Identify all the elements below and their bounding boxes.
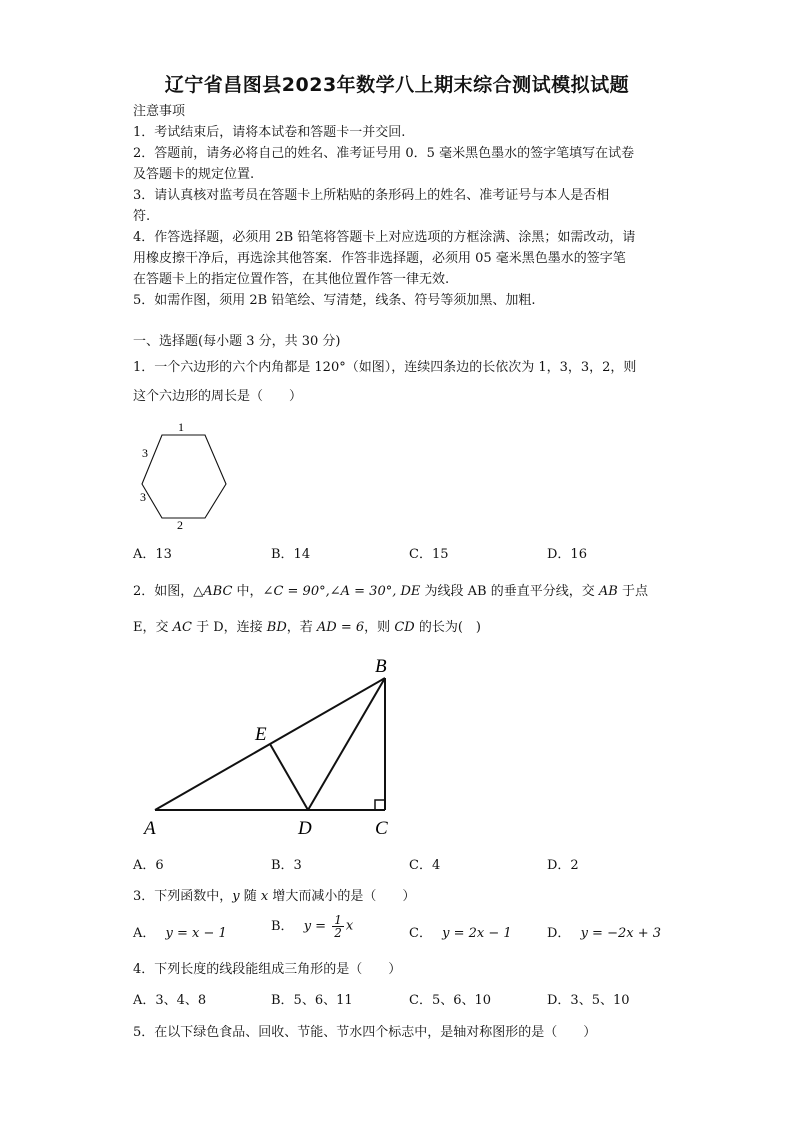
fraction-denominator: 2 xyxy=(334,926,342,940)
q5-stem: 5．在以下绿色食品、回收、节能、节水四个标志中，是轴对称图形的是（ ） xyxy=(133,1025,597,1040)
q2-math: CD xyxy=(394,620,415,635)
q2-text: 中， xyxy=(232,584,263,599)
option-letter: C． xyxy=(409,926,432,941)
page-title: 辽宁省昌图县2023年数学八上期末综合测试模拟试题 xyxy=(164,74,630,96)
q4-stem: 4．下列长度的线段能组成三角形的是（ ） xyxy=(133,962,402,977)
notice-line: 在答题卡上的指定位置作答，在其他位置作答一律无效. xyxy=(133,272,450,287)
vertex-label-a: A xyxy=(144,818,156,839)
notice-line: 1．考试结束后，请将本试卷和答题卡一并交回. xyxy=(133,125,406,140)
q4-option-d[interactable]: D．3、5、10 xyxy=(547,993,630,1008)
q2-math: ∠C = 90°,∠A = 30°, DE xyxy=(262,584,421,599)
q1-option-c[interactable]: C．15 xyxy=(409,547,449,562)
q2-option-d[interactable]: D．2 xyxy=(547,858,579,873)
notice-line: 符. xyxy=(133,209,151,224)
option-formula: y = −2x + 3 xyxy=(580,926,662,941)
q1-option-a[interactable]: A．13 xyxy=(133,547,172,562)
q2-option-a[interactable]: A．6 xyxy=(133,858,164,873)
vertex-label-b: B xyxy=(375,656,387,677)
notice-line: 4．作答选择题，必须用 2B 铅笔将答题卡上对应选项的方框涂满、涂黑；如需改动，请 xyxy=(133,230,636,245)
q3-text: 增大而减小的是（ ） xyxy=(268,889,416,904)
hexagon-shape xyxy=(142,435,226,518)
segment-bd xyxy=(308,678,385,810)
q3-option-a[interactable] xyxy=(133,926,227,942)
q2-text: ，若 xyxy=(286,620,317,635)
option-formula: y = 2x − 1 xyxy=(442,926,512,941)
hexagon-label-upper-left: 3 xyxy=(142,446,148,460)
q2-text: 的长为( ) xyxy=(414,620,481,635)
notice-line: 2．答题前，请务必将自己的姓名、准考证号用 0．5 毫米黑色墨水的签字笔填写在试卷 xyxy=(133,146,635,161)
q2-stem-line2 xyxy=(133,620,481,636)
triangle-figure xyxy=(130,648,410,843)
hexagon-figure xyxy=(133,418,228,530)
q4-option-c[interactable]: C．5、6、10 xyxy=(409,993,492,1008)
q4-option-b[interactable]: B．5、6、11 xyxy=(271,993,353,1008)
fraction-numerator: 1 xyxy=(334,913,342,927)
q2-text: 2．如图， xyxy=(133,584,194,599)
q3-text: 随 xyxy=(239,889,261,904)
q1-stem-line1: 1．一个六边形的六个内角都是 120°（如图），连续四条边的长依次为 1，3，3，2，则 xyxy=(133,360,637,375)
q3-text: 3．下列函数中， xyxy=(133,889,233,904)
notice-line: 用橡皮擦干净后，再选涂其他答案．作答非选择题，必须用 05 毫米黑色墨水的签字笔 xyxy=(133,251,626,266)
q3-option-c[interactable] xyxy=(409,926,512,942)
hexagon-label-bottom: 2 xyxy=(177,518,183,530)
q3-math: y xyxy=(232,889,240,904)
option-letter: A． xyxy=(133,926,156,941)
q2-math: AD = 6 xyxy=(316,620,365,635)
q2-text: 为线段 AB 的垂直平分线，交 xyxy=(420,584,599,599)
q1-option-b[interactable]: B．14 xyxy=(271,547,311,562)
q2-option-c[interactable]: C．4 xyxy=(409,858,441,873)
option-formula: y = x − 1 xyxy=(165,926,227,941)
right-angle-mark xyxy=(375,800,385,810)
q4-option-a[interactable]: A．3、4、8 xyxy=(133,993,207,1008)
segment-de xyxy=(270,744,308,810)
q2-text: 于点 xyxy=(617,584,648,599)
section-heading: 一、选择题(每小题 3 分，共 30 分) xyxy=(133,334,341,349)
q3-math: x xyxy=(260,889,269,904)
q1-stem-line2: 这个六边形的周长是（ ） xyxy=(133,389,303,404)
option-formula: x xyxy=(345,918,354,934)
notice-line: 5．如需作图，须用 2B 铅笔绘、写清楚，线条、符号等须加黑、加粗. xyxy=(133,293,536,308)
hexagon-label-lower-left: 3 xyxy=(140,490,146,504)
option-letter: D． xyxy=(547,926,571,941)
q3-option-d[interactable] xyxy=(547,926,661,942)
q2-text: E，交 xyxy=(133,620,173,635)
q2-text: ，则 xyxy=(364,620,395,635)
q2-math: AC xyxy=(172,620,192,635)
q3-stem xyxy=(133,889,415,905)
q2-text: 于 D，连接 xyxy=(191,620,267,635)
notice-line: 3．请认真核对监考员在答题卡上所粘贴的条形码上的姓名、准考证号与本人是否相 xyxy=(133,188,610,203)
vertex-label-c: C xyxy=(375,818,388,839)
vertex-label-e: E xyxy=(255,724,267,745)
option-letter: B． xyxy=(271,918,294,934)
q3-option-b[interactable] xyxy=(271,914,353,939)
q1-option-d[interactable]: D．16 xyxy=(547,547,587,562)
q2-math: AB xyxy=(598,584,618,599)
q2-stem-line1 xyxy=(133,584,648,600)
fraction-one-half xyxy=(332,914,344,939)
option-formula: y = xyxy=(303,918,331,934)
q2-math: △ABC xyxy=(193,584,233,599)
notice-heading: 注意事项 xyxy=(133,104,186,119)
notice-line: 及答题卡的规定位置. xyxy=(133,167,255,182)
hexagon-label-top: 1 xyxy=(178,420,184,434)
q2-math: BD xyxy=(266,620,287,635)
vertex-label-d: D xyxy=(298,818,312,839)
q2-option-b[interactable]: B．3 xyxy=(271,858,302,873)
